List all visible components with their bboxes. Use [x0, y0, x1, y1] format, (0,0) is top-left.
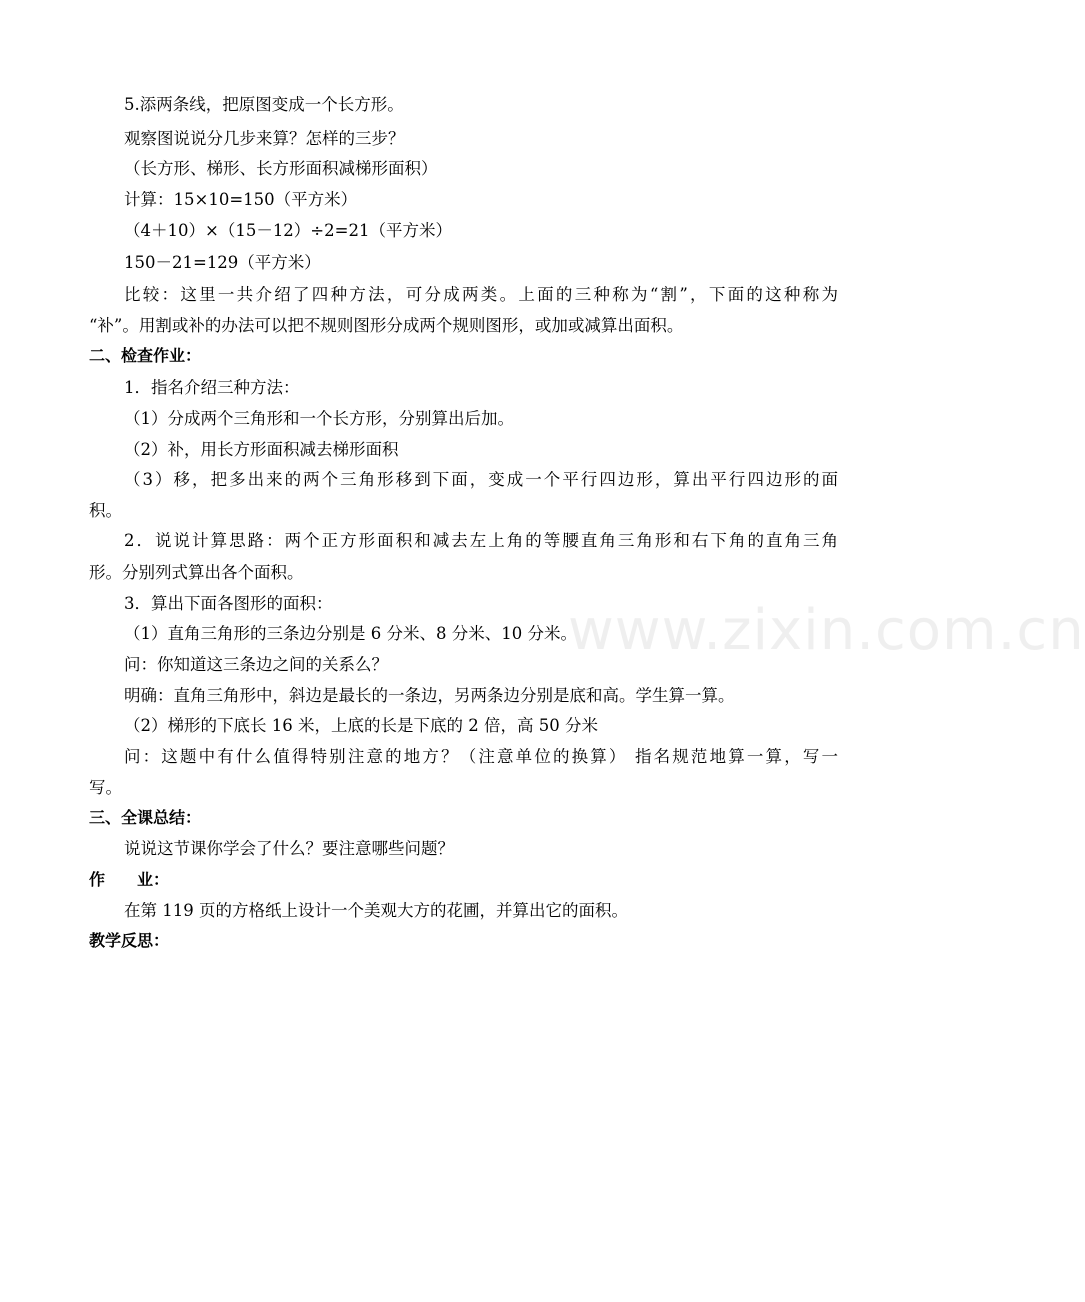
- section-heading-homework-check: 二、检查作业：: [89, 346, 202, 365]
- trapezoid-question-line-2: 写。: [89, 778, 122, 797]
- compare-paragraph-line-2: “补”。用割或补的办法可以把不规则图形分成两个规则图形，或加或减算出面积。: [89, 316, 684, 335]
- method-3-line-1: （3）移，把多出来的两个三角形移到下面，变成一个平行四边形，算出平行四边形的面: [124, 470, 838, 489]
- method-2: （2）补，用长方形面积减去梯形面积: [124, 440, 399, 459]
- method-1: （1）分成两个三角形和一个长方形，分别算出后加。: [124, 409, 514, 428]
- homework-heading-part-2: 业：: [137, 870, 170, 889]
- teaching-reflection-heading: 教学反思：: [89, 931, 170, 950]
- watermark: www.zixin.com.cn: [568, 598, 1085, 663]
- triangle-clarify: 明确：直角三角形中，斜边是最长的一条边，另两条边分别是底和高。学生算一算。: [124, 686, 735, 705]
- item-2-line-2: 形。分别列式算出各个面积。: [89, 563, 304, 582]
- homework-heading-part-1: 作: [89, 870, 106, 889]
- step-5-line: 5.添两条线，把原图变成一个长方形。: [124, 95, 404, 114]
- homework-heading: [89, 870, 839, 890]
- method-3-line-2: 积。: [89, 501, 122, 520]
- homework-task: 在第 119 页的方格纸上设计一个美观大方的花圃，并算出它的面积。: [124, 901, 628, 920]
- calc-line-1: 计算：15×10=150（平方米）: [124, 190, 358, 209]
- compare-paragraph-line-1: 比较：这里一共介绍了四种方法，可分成两类。上面的三种称为“割”，下面的这种称为: [124, 285, 838, 304]
- trapezoid-problem: （2）梯形的下底长 16 米，上底的长是下底的 2 倍，高 50 分米: [124, 716, 598, 735]
- item-1-intro: 1．指名介绍三种方法：: [124, 378, 300, 397]
- trapezoid-question-line-1: 问：这题中有什么值得特别注意的地方？（注意单位的换算） 指名规范地算一算，写一: [124, 747, 838, 766]
- calc-line-3: 150－21=129（平方米）: [124, 253, 321, 272]
- item-2-line-1: 2．说说计算思路：两个正方形面积和减去左上角的等腰直角三角形和右下角的直角三角: [124, 531, 838, 550]
- section-heading-summary: 三、全课总结：: [89, 808, 202, 827]
- triangle-question: 问：你知道这三条边之间的关系么？: [124, 655, 388, 674]
- summary-question: 说说这节课你学会了什么？要注意哪些问题？: [124, 839, 454, 858]
- calc-line-2: （4＋10）×（15－12）÷2=21（平方米）: [124, 221, 452, 240]
- three-steps-answer: （长方形、梯形、长方形面积减梯形面积）: [124, 159, 438, 178]
- item-3-intro: 3．算出下面各图形的面积：: [124, 594, 333, 613]
- triangle-problem: （1）直角三角形的三条边分别是 6 分米、8 分米、10 分米。: [124, 624, 577, 643]
- observe-question: 观察图说说分几步来算？怎样的三步？: [124, 129, 405, 148]
